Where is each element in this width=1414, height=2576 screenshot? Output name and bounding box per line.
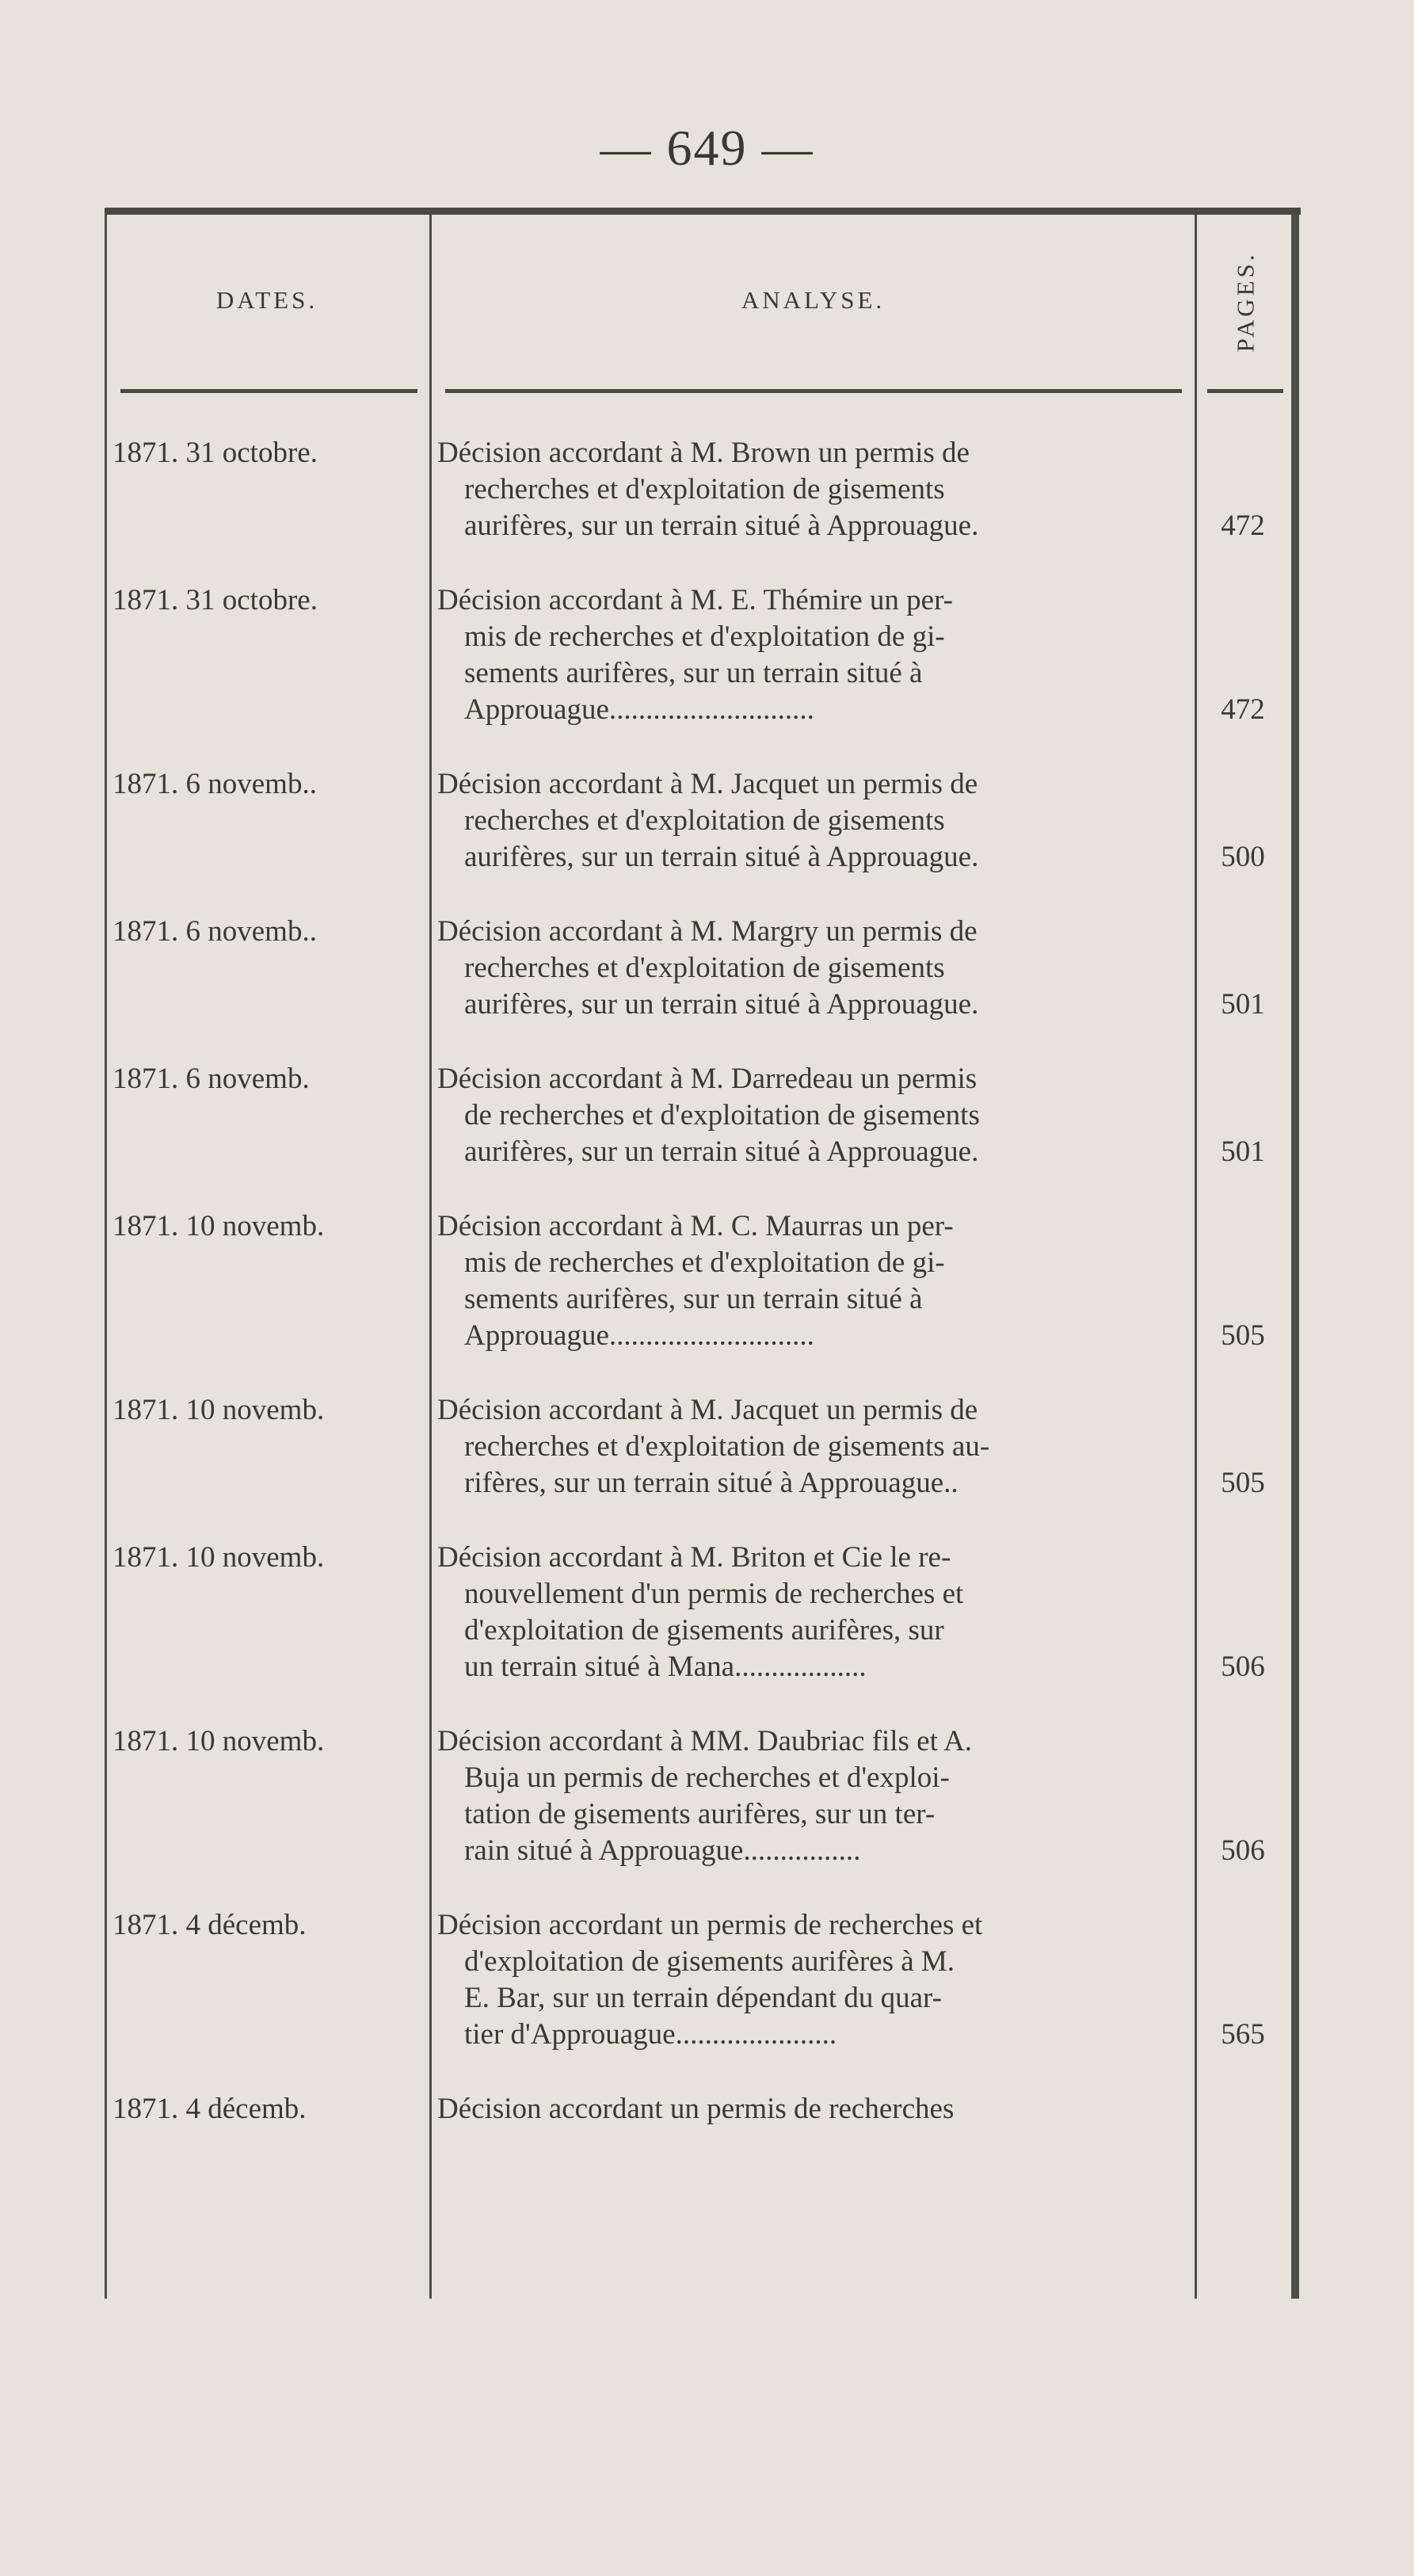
entry-date: 1871. 6 novemb.. xyxy=(112,915,317,948)
analysis-line: rain situé à Approuague................ xyxy=(464,1834,861,1867)
entry-analysis xyxy=(437,1208,1190,1354)
header-underline-analyse xyxy=(445,389,1182,393)
analysis-line: de recherches et d'exploitation de gisements xyxy=(464,1099,980,1132)
page-reference-number: 505 xyxy=(1221,1467,1265,1499)
entry-date: 1871. 31 octobre. xyxy=(112,584,318,616)
analysis-line: sements aurifères, sur un terrain situé à xyxy=(464,1283,923,1315)
page-reference-bar xyxy=(1195,841,1197,872)
entry-analysis xyxy=(437,1540,1190,1685)
page-reference-number: 565 xyxy=(1221,2018,1265,2051)
page-reference-bar xyxy=(1195,509,1197,541)
entry-date: 1871. 31 octobre. xyxy=(112,437,318,469)
index-table xyxy=(105,208,1301,2299)
page-reference-number: 472 xyxy=(1221,693,1265,726)
page-reference-number: 505 xyxy=(1221,1319,1265,1352)
analysis-line: aurifères, sur un terrain situé à Approuague. xyxy=(464,988,979,1021)
entry-analysis xyxy=(437,582,1190,728)
analysis-line: sements aurifères, sur un terrain situé à xyxy=(464,657,923,689)
header-dates: DATES. xyxy=(215,286,318,314)
analysis-line: nouvellement d'un permis de recherches et xyxy=(464,1578,964,1610)
table-row xyxy=(105,2091,1291,2128)
analysis-line: Décision accordant à M. Darredeau un permis xyxy=(437,1063,978,1095)
analysis-line: rifères, sur un terrain situé à Approuague.. xyxy=(464,1467,959,1499)
page-reference-bar xyxy=(1195,1651,1197,1682)
page-reference-number: 472 xyxy=(1221,509,1265,542)
entry-analysis xyxy=(437,435,1190,544)
entry-page-reference xyxy=(1195,2017,1291,2053)
table-row xyxy=(105,1540,1291,1685)
entry-page-reference xyxy=(1195,1649,1291,1685)
analysis-line: recherches et d'exploitation de gisements xyxy=(464,952,945,984)
analysis-line: Décision accordant à M. C. Maurras un per- xyxy=(437,1210,954,1242)
analysis-line: tier d'Approuague...................... xyxy=(464,2018,837,2051)
header-underline-dates xyxy=(120,389,417,393)
entry-analysis xyxy=(437,2091,1190,2128)
analysis-line: Buja un permis de recherches et d'exploi- xyxy=(464,1761,950,1794)
header-pages: PAGES. xyxy=(1232,251,1260,353)
entry-date: 1871. 10 novemb. xyxy=(112,1725,325,1757)
page-reference-bar xyxy=(1195,1319,1197,1351)
analysis-line: aurifères, sur un terrain situé à Approuague. xyxy=(464,1135,979,1168)
page-reference-number: 500 xyxy=(1221,841,1265,873)
entry-analysis xyxy=(437,766,1190,876)
analysis-line: Approuague............................ xyxy=(464,1319,814,1352)
entry-page-reference xyxy=(1195,987,1291,1023)
page-reference-bar xyxy=(1195,1135,1197,1167)
page-reference-number: 501 xyxy=(1221,988,1265,1021)
table-row xyxy=(105,1061,1291,1170)
entry-date: 1871. 6 novemb.. xyxy=(112,768,317,800)
analysis-line: aurifères, sur un terrain situé à Approuague. xyxy=(464,841,979,873)
entry-analysis xyxy=(437,1392,1190,1502)
table-row xyxy=(105,1208,1291,1354)
page-reference-number: 506 xyxy=(1221,1834,1265,1867)
page-reference-bar xyxy=(1195,2018,1197,2050)
page-reference-bar xyxy=(1195,988,1197,1020)
analysis-line: recherches et d'exploitation de gisements xyxy=(464,804,945,837)
analysis-line: tation de gisements aurifères, sur un ter- xyxy=(464,1798,936,1830)
analysis-line: Décision accordant à M. Jacquet un permis de xyxy=(437,1394,978,1426)
analysis-line: d'exploitation de gisements aurifères, sur xyxy=(464,1614,944,1647)
analysis-line: un terrain situé à Mana.................. xyxy=(464,1651,867,1683)
header-analyse: ANALYSE. xyxy=(741,286,886,314)
entry-analysis xyxy=(437,1723,1190,1869)
table-row xyxy=(105,1723,1291,1869)
analysis-line: E. Bar, sur un terrain dépendant du quar- xyxy=(464,1982,942,2014)
entry-date: 1871. 4 décemb. xyxy=(112,1909,307,1941)
analysis-line: Approuague............................ xyxy=(464,693,814,726)
entry-page-reference xyxy=(1195,1465,1291,1502)
table-row xyxy=(105,1907,1291,2053)
table-row xyxy=(105,766,1291,876)
entry-page-reference xyxy=(1195,1318,1291,1354)
analysis-line: aurifères, sur un terrain situé à Approuague. xyxy=(464,509,979,542)
analysis-line: Décision accordant à M. Briton et Cie le re- xyxy=(437,1541,951,1574)
entry-analysis xyxy=(437,1907,1190,2053)
analysis-line: Décision accordant à M. Margry un permis de xyxy=(437,915,978,948)
entry-date: 1871. 10 novemb. xyxy=(112,1541,325,1574)
page-reference-bar xyxy=(1195,1834,1197,1866)
analysis-line: recherches et d'exploitation de gisements xyxy=(464,473,945,506)
table-row xyxy=(105,914,1291,1023)
analysis-line: Décision accordant à M. Brown un permis de xyxy=(437,437,970,469)
analysis-line: recherches et d'exploitation de gisements au- xyxy=(464,1430,990,1463)
entry-page-reference xyxy=(1195,1833,1291,1869)
entry-analysis xyxy=(437,1061,1190,1170)
analysis-line: Décision accordant à M. Jacquet un permis de xyxy=(437,768,978,800)
entry-date: 1871. 6 novemb. xyxy=(112,1063,310,1095)
entry-date: 1871. 10 novemb. xyxy=(112,1394,325,1426)
header-pages-cell xyxy=(1210,246,1282,357)
table-row xyxy=(105,582,1291,728)
table-row xyxy=(105,1392,1291,1502)
header-underline-pages xyxy=(1207,389,1283,393)
analysis-line: Décision accordant un permis de recherches xyxy=(437,2093,955,2125)
table-right-rule xyxy=(1291,215,1299,2299)
table-row xyxy=(105,435,1291,544)
analysis-line: d'exploitation de gisements aurifères à M. xyxy=(464,1945,955,1978)
entry-page-reference xyxy=(1195,1134,1291,1170)
entry-page-reference xyxy=(1195,508,1291,544)
entries-list xyxy=(105,435,1291,2166)
analysis-line: Décision accordant un permis de recherches et xyxy=(437,1909,983,1941)
analysis-line: Décision accordant à MM. Daubriac fils et A. xyxy=(437,1725,973,1757)
entry-page-reference xyxy=(1195,839,1291,876)
page-reference-bar xyxy=(1195,1467,1197,1498)
page-reference-number: 501 xyxy=(1221,1135,1265,1168)
page-reference-bar xyxy=(1195,693,1197,725)
page-number: — 649 — xyxy=(600,120,814,176)
entry-date: 1871. 4 décemb. xyxy=(112,2093,307,2125)
entry-page-reference xyxy=(1195,692,1291,728)
entry-analysis xyxy=(437,914,1190,1023)
analysis-line: Décision accordant à M. E. Thémire un per- xyxy=(437,584,953,616)
entry-date: 1871. 10 novemb. xyxy=(112,1210,325,1242)
page-reference-number: 506 xyxy=(1221,1651,1265,1683)
analysis-line: mis de recherches et d'exploitation de gi- xyxy=(464,620,945,653)
analysis-line: mis de recherches et d'exploitation de gi- xyxy=(464,1246,945,1279)
